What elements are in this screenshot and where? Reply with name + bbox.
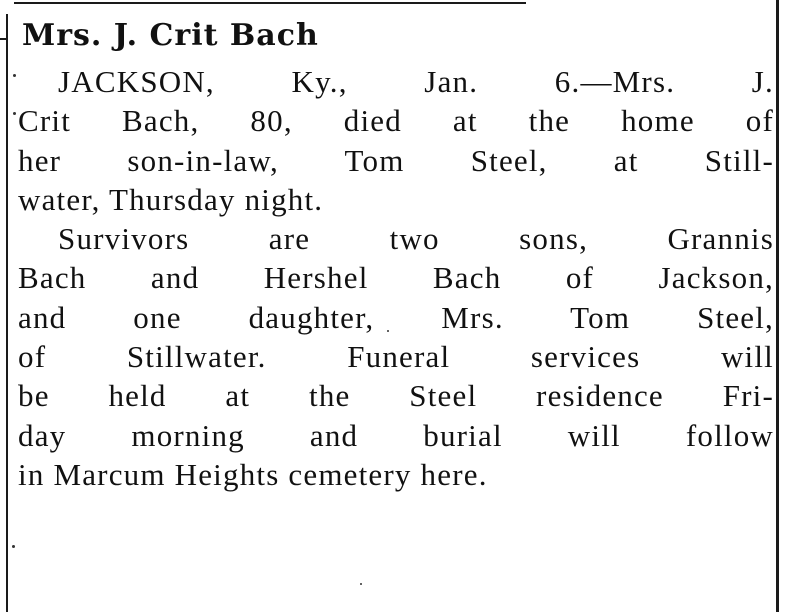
print-speck [12,545,15,548]
paragraph-1-line-3: her son-in-law, Tom Steel, at Still- [18,142,774,178]
print-speck [13,74,16,77]
paragraph-1-line-2: Crit Bach, 80, died at the home of [18,103,774,139]
paragraph-1-line-1: JACKSON, Ky., Jan. 6.—Mrs. J. [58,64,774,99]
paragraph-2-line-2: Bach and Hershel Bach of Jackson, [18,260,774,296]
paragraph-2-line-5: be held at the Steel residence Fri- [18,378,774,414]
print-speck [360,583,362,585]
column-rule-top [14,2,526,4]
column-rule-left [6,14,8,612]
column-rule-left-tick [0,38,8,40]
print-speck [13,112,16,115]
paragraph-2-line-7: in Marcum Heights cemetery here. [18,456,488,492]
paragraph-2-line-6: day morning and burial will follow [18,417,774,453]
paragraph-2-line-1: Survivors are two sons, Grannis [58,221,774,257]
paragraph-2-line-3: and one daughter, Mrs. Tom Steel, [18,299,774,335]
paragraph-1-line-4: water, Thursday night. [18,181,324,217]
obituary-headline: Mrs. J. Crit Bach [22,18,319,53]
column-rule-right [776,0,779,612]
paragraph-2-line-4: of Stillwater. Funeral services will [18,339,774,375]
obituary-body [18,62,774,494]
